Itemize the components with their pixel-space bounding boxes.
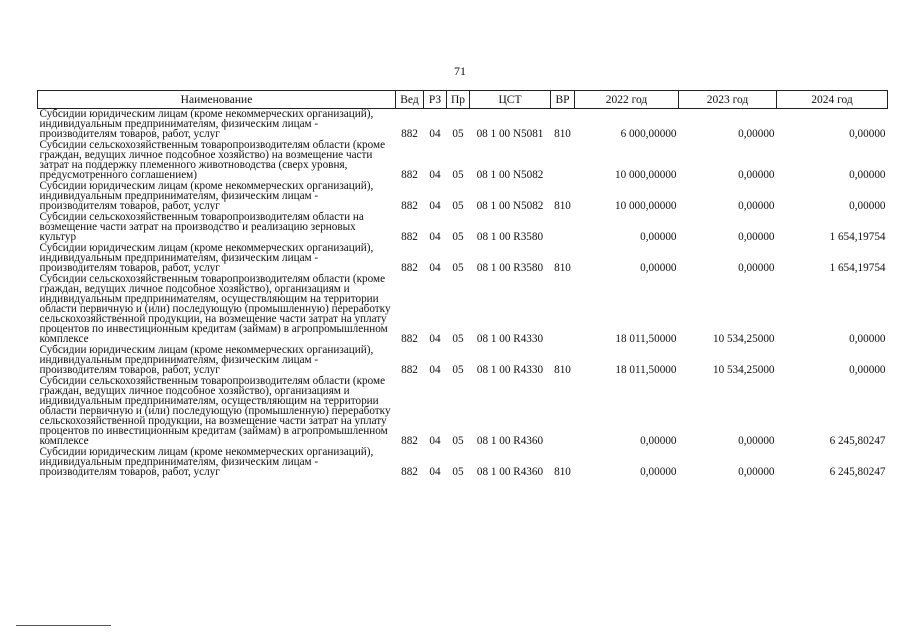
row-pr: 05 <box>452 169 464 181</box>
row-2024: 6 245,80247 <box>829 435 886 447</box>
table-row <box>38 376 888 447</box>
row-name: Субсидии сельскохозяйственным товаропроизводителям области на возмещение части затрат на производство и реализацию зерновых культур <box>39 211 364 243</box>
row-cst: 08 1 00 N5082 <box>476 200 544 212</box>
row-ved: 882 <box>401 231 418 243</box>
row-vr: 810 <box>554 128 571 140</box>
row-name: Субсидии сельскохозяйственным товаропроизводителям области (кроме граждан, ведущих личное подсобное хозяйство), организациям и индивидуальным предпринимателям, осуществляющим на территории области первичную и (или) последующую (промышленную) переработку сельскохозяйственной продукции, на возмещение части затрат на уплату процентов по инвестиционным кредитам (займам) в агропромышленном комплексе <box>39 375 391 447</box>
row-ved: 882 <box>401 128 418 140</box>
row-2023: 10 534,25000 <box>712 364 775 376</box>
row-vr <box>551 376 575 447</box>
row-2024: 0,00000 <box>849 128 886 140</box>
row-name: Субсидии сельскохозяйственным товаропроизводителям области (кроме граждан, ведущих личное подсобное хозяйство) на возмещение части затрат на поддержку племенного животноводства (сверх уровня, предусмотренного соглашением) <box>39 139 386 181</box>
row-cst: 08 1 00 R4360 <box>476 435 544 447</box>
table-row <box>38 212 888 243</box>
row-2023: 0,00000 <box>738 262 775 274</box>
row-2023: 0,00000 <box>738 466 775 478</box>
row-ved: 882 <box>401 200 418 212</box>
header-name: Наименование <box>38 91 396 109</box>
row-cst: 08 1 00 N5082 <box>476 169 544 181</box>
header-cst: ЦСТ <box>470 91 551 109</box>
header-2024: 2024 год <box>777 91 888 109</box>
row-pr: 05 <box>452 333 464 345</box>
row-ved: 882 <box>401 435 418 447</box>
row-name: Субсидии юридическим лицам (кроме некоммерческих организаций), индивидуальным предпринимателям, физическим лицам - производителям товаров, работ, услуг <box>39 108 374 140</box>
row-name: Субсидии юридическим лицам (кроме некоммерческих организаций), индивидуальным предпринимателям, физическим лицам - производителям товаров, работ, услуг <box>39 242 374 274</box>
row-2022: 0,00000 <box>640 466 677 478</box>
page-number: 71 <box>454 64 466 78</box>
row-rz: 04 <box>429 364 441 376</box>
row-2022: 18 011,50000 <box>615 364 677 376</box>
row-pr: 05 <box>452 200 464 212</box>
row-ved: 882 <box>401 262 418 274</box>
row-2024: 6 245,80247 <box>829 466 886 478</box>
row-rz: 04 <box>429 128 441 140</box>
row-2023: 10 534,25000 <box>712 333 775 345</box>
row-pr: 05 <box>452 262 464 274</box>
table-row <box>38 447 888 478</box>
table-row <box>38 109 888 141</box>
row-name: Субсидии юридическим лицам (кроме некоммерческих организаций), индивидуальным предпринимателям, физическим лицам - производителям товаров, работ, услуг <box>39 344 374 376</box>
row-cst: 08 1 00 R3580 <box>476 262 544 274</box>
table-row <box>38 140 888 181</box>
row-cst: 08 1 00 R3580 <box>476 231 544 243</box>
row-2022: 0,00000 <box>640 231 677 243</box>
row-rz: 04 <box>429 169 441 181</box>
row-name: Субсидии юридическим лицам (кроме некоммерческих организаций), индивидуальным предпринимателям, физическим лицам - производителям товаров, работ, услуг <box>39 446 374 478</box>
row-2024: 1 654,19754 <box>829 231 886 243</box>
table-row <box>38 274 888 345</box>
row-pr: 05 <box>452 466 464 478</box>
row-2024: 0,00000 <box>849 333 886 345</box>
header-2023: 2023 год <box>679 91 777 109</box>
row-2024: 1 654,19754 <box>829 262 886 274</box>
row-name: Субсидии юридическим лицам (кроме некоммерческих организаций), индивидуальным предпринимателям, физическим лицам - производителям товаров, работ, услуг <box>39 180 374 212</box>
row-pr: 05 <box>452 364 464 376</box>
row-vr: 810 <box>554 466 571 478</box>
row-2024: 0,00000 <box>849 169 886 181</box>
row-vr: 810 <box>554 200 571 212</box>
row-rz: 04 <box>429 435 441 447</box>
header-pr: Пр <box>447 91 470 109</box>
row-cst: 08 1 00 N5081 <box>476 128 544 140</box>
header-rz: РЗ <box>424 91 447 109</box>
row-2023: 0,00000 <box>738 435 775 447</box>
row-2023: 0,00000 <box>738 169 775 181</box>
row-2023: 0,00000 <box>738 200 775 212</box>
row-rz: 04 <box>429 200 441 212</box>
row-pr: 05 <box>452 128 464 140</box>
row-ved: 882 <box>401 169 418 181</box>
budget-table <box>37 90 888 478</box>
table-header-row <box>38 91 888 109</box>
row-vr: 810 <box>554 364 571 376</box>
row-2022: 18 011,50000 <box>615 333 677 345</box>
header-2022: 2022 год <box>575 91 679 109</box>
row-name: Субсидии сельскохозяйственным товаропроизводителям области (кроме граждан, ведущих личное подсобное хозяйство), организациям и индивидуальным предпринимателям, осуществляющим на территории области первичную и (или) последующую (промышленную) переработку сельскохозяйственной продукции, на возмещение части затрат на уплату процентов по инвестиционным кредитам (займам) в агропромышленном комплексе <box>39 273 391 345</box>
row-ved: 882 <box>401 364 418 376</box>
header-ved: Вед <box>396 91 424 109</box>
row-2023: 0,00000 <box>738 128 775 140</box>
row-pr: 05 <box>452 435 464 447</box>
row-ved: 882 <box>401 333 418 345</box>
row-ved: 882 <box>401 466 418 478</box>
row-2022: 10 000,00000 <box>614 200 677 212</box>
row-vr: 810 <box>554 262 571 274</box>
row-rz: 04 <box>429 231 441 243</box>
row-cst: 08 1 00 R4330 <box>476 364 544 376</box>
row-vr <box>551 274 575 345</box>
row-vr <box>551 140 575 181</box>
row-2023: 0,00000 <box>738 231 775 243</box>
row-2022: 6 000,00000 <box>620 128 677 140</box>
row-2022: 0,00000 <box>640 435 677 447</box>
footer-rule <box>16 625 111 626</box>
row-2022: 10 000,00000 <box>614 169 677 181</box>
row-2022: 0,00000 <box>640 262 677 274</box>
row-2024: 0,00000 <box>849 364 886 376</box>
table-row <box>38 181 888 212</box>
row-rz: 04 <box>429 333 441 345</box>
row-rz: 04 <box>429 466 441 478</box>
header-vr: ВР <box>551 91 575 109</box>
row-rz: 04 <box>429 262 441 274</box>
row-cst: 08 1 00 R4330 <box>476 333 544 345</box>
table-row <box>38 345 888 376</box>
table-row <box>38 243 888 274</box>
row-cst: 08 1 00 R4360 <box>476 466 544 478</box>
row-2024: 0,00000 <box>849 200 886 212</box>
row-vr <box>551 212 575 243</box>
row-pr: 05 <box>452 231 464 243</box>
